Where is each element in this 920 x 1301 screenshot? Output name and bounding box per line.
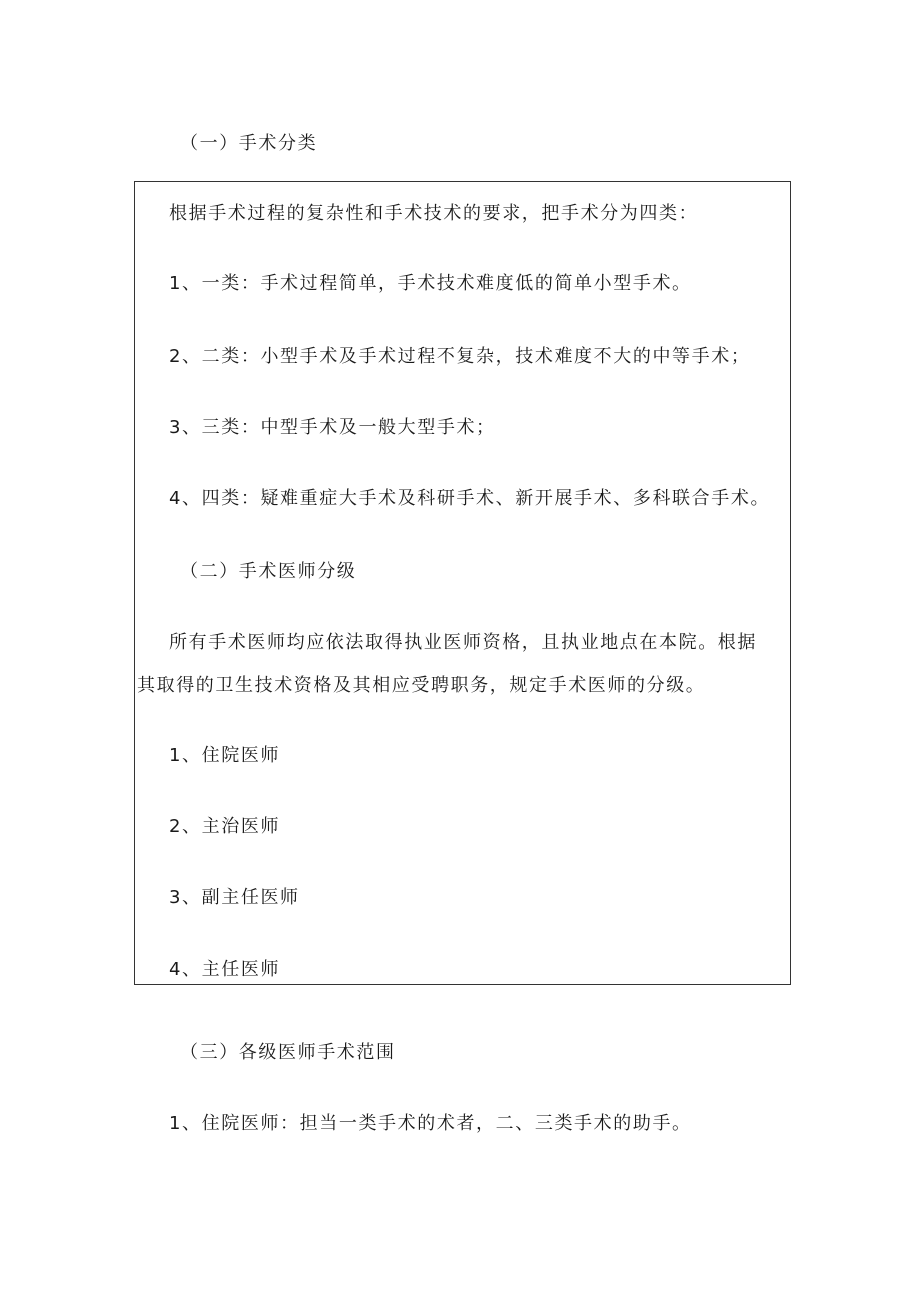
classification-intro: 根据手术过程的复杂性和手术技术的要求，把手术分为四类： (169, 203, 699, 224)
section-heading-surgery-scope: （三）各级医师手术范围 (180, 1042, 396, 1063)
grading-paragraph-line-1: 所有手术医师均应依法取得执业医师资格，且执业地点在本院。根据 (169, 632, 757, 653)
section-heading-surgeon-grading: （二）手术医师分级 (180, 561, 357, 582)
section-heading-surgery-classification: （一）手术分类 (180, 133, 318, 154)
grade-4-item: 4、主任医师 (169, 959, 281, 980)
grading-paragraph-line-2: 其取得的卫生技术资格及其相应受聘职务，规定手术医师的分级。 (137, 675, 706, 696)
class-2-item: 2、二类：小型手术及手术过程不复杂，技术难度不大的中等手术； (169, 346, 751, 367)
class-1-item: 1、一类：手术过程简单，手术技术难度低的简单小型手术。 (169, 273, 692, 294)
class-3-item: 3、三类：中型手术及一般大型手术； (169, 417, 496, 438)
grade-1-item: 1、住院医师 (169, 745, 281, 766)
scope-resident-item: 1、住院医师：担当一类手术的术者，二、三类手术的助手。 (169, 1113, 692, 1134)
grade-2-item: 2、主治医师 (169, 816, 281, 837)
class-4-item: 4、四类：疑难重症大手术及科研手术、新开展手术、多科联合手术。 (169, 488, 771, 509)
grade-3-item: 3、副主任医师 (169, 887, 300, 908)
